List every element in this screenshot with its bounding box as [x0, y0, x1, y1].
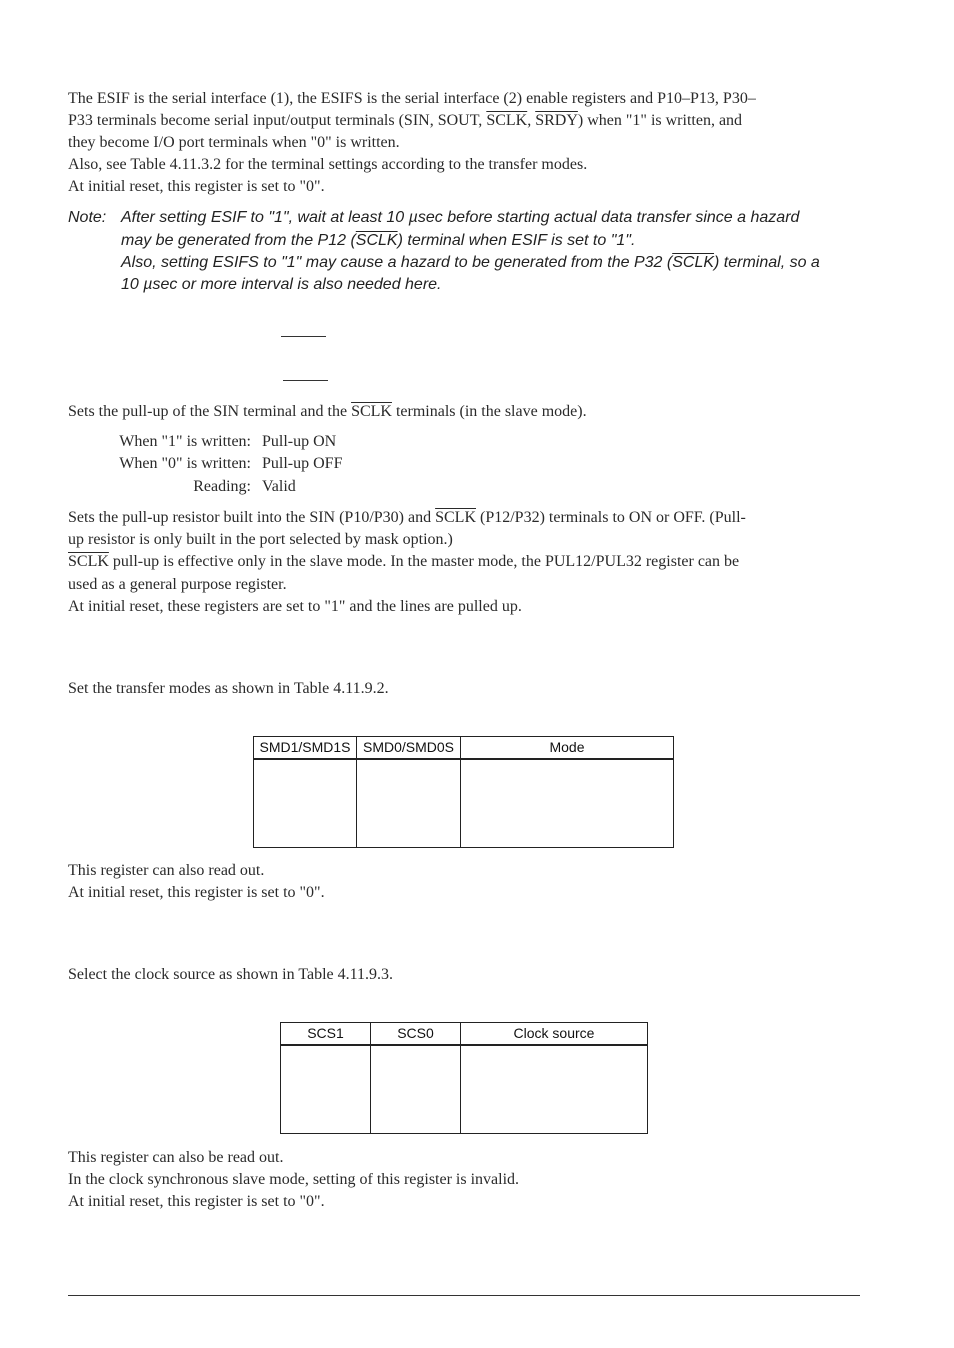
write-0-label: When "0" is written:	[119, 455, 251, 472]
note-line-1: After setting ESIF to "1", wait at least 10 µsec before starting actual data transfer since a hazard	[121, 209, 800, 226]
write-0-value: Pull-up OFF	[262, 455, 343, 472]
sclk-signal: SCLK	[672, 254, 715, 271]
transfer-mode-table	[253, 736, 674, 848]
column-header-scs0: SCS0	[397, 1025, 434, 1041]
scs-after-1: This register can also be read out.	[68, 1149, 284, 1166]
pullup-desc-1-a: Sets the pull-up resistor built into the SIN (P10/P30) and	[68, 509, 436, 526]
pullup-desc-3	[68, 551, 739, 573]
scs-after-2: In the clock synchronous slave mode, setting of this register is invalid.	[68, 1171, 520, 1188]
smd-intro: Set the transfer modes as shown in Table 4.11.9.2.	[68, 680, 389, 697]
note-line-2	[121, 230, 635, 252]
pullup-intro-b: terminals (in the slave mode).	[391, 403, 587, 420]
srdy-signal: SRDY	[535, 112, 578, 129]
sclk-signal: SCLK	[435, 509, 476, 526]
column-header-mode: Mode	[549, 739, 585, 755]
smd-after-1: This register can also read out.	[68, 862, 265, 879]
sclk-signal: SCLK	[486, 112, 528, 129]
note-line-3	[121, 252, 820, 274]
smd-after-2: At initial reset, this register is set to "0".	[68, 884, 325, 901]
esif-line-4: Also, see Table 4.11.3.2 for the terminal settings according to the transfer modes.	[68, 156, 588, 173]
esif-line-2-a: P33 terminals become serial input/output terminals (SIN, SOUT,	[68, 112, 487, 129]
footer-rule	[68, 1295, 860, 1296]
scs-intro: Select the clock source as shown in Table 4.11.9.3.	[68, 966, 394, 983]
note-line-2-a: may be generated from the P12 (	[121, 232, 356, 249]
write-1-value: Pull-up ON	[262, 433, 337, 450]
write-1-label: When "1" is written:	[119, 433, 251, 450]
esif-line-2	[68, 110, 742, 132]
note-line-2-b: ) terminal when ESIF is set to "1".	[397, 232, 636, 249]
scs-after-3: At initial reset, this register is set to "0".	[68, 1193, 325, 1210]
pullup-desc-1-b: (P12/P32) terminals to ON or OFF. (Pull-	[476, 509, 746, 526]
esif-line-1: The ESIF is the serial interface (1), the ESIFS is the serial interface (2) enable registers and P10–P13, P30–	[68, 90, 756, 107]
overline-mark	[281, 336, 326, 337]
sclk-signal: SCLK	[355, 232, 398, 249]
pullup-desc-5: At initial reset, these registers are set to "1" and the lines are pulled up.	[68, 598, 522, 615]
reading-label: Reading:	[193, 478, 251, 495]
esif-line-2-c: ) when "1" is written, and	[577, 112, 743, 129]
column-header-clock-source: Clock source	[513, 1025, 595, 1041]
note-label: Note:	[68, 209, 107, 226]
note-line-4: 10 µsec or more interval is also needed here.	[121, 276, 442, 293]
overline-mark	[283, 380, 328, 381]
pullup-desc-2: up resistor is only built in the port selected by mask option.)	[68, 531, 453, 548]
reading-value: Valid	[262, 478, 296, 495]
column-header-smd1: SMD1/SMD1S	[259, 739, 351, 755]
pullup-intro-a: Sets the pull-up of the SIN terminal and the	[68, 403, 352, 420]
pullup-intro	[68, 401, 587, 423]
note-line-3-b: ) terminal, so a	[714, 254, 820, 271]
column-header-smd0: SMD0/SMD0S	[362, 739, 455, 755]
esif-line-2-b: ,	[527, 112, 536, 129]
column-header-scs1: SCS1	[307, 1025, 344, 1041]
clock-source-table	[280, 1022, 648, 1134]
esif-line-3: they become I/O port terminals when "0" is written.	[68, 134, 400, 151]
sclk-signal: SCLK	[351, 403, 392, 420]
note-line-3-a: Also, setting ESIFS to "1" may cause a hazard to be generated from the P32 (	[121, 254, 673, 271]
pullup-desc-4: used as a general purpose register.	[68, 576, 287, 593]
pullup-desc-1	[68, 507, 746, 529]
sclk-signal: SCLK	[68, 553, 109, 570]
esif-line-5: At initial reset, this register is set to "0".	[68, 178, 325, 195]
pullup-desc-3-b: pull-up is effective only in the slave mode. In the master mode, the PUL12/PUL32 register can be	[108, 553, 740, 570]
